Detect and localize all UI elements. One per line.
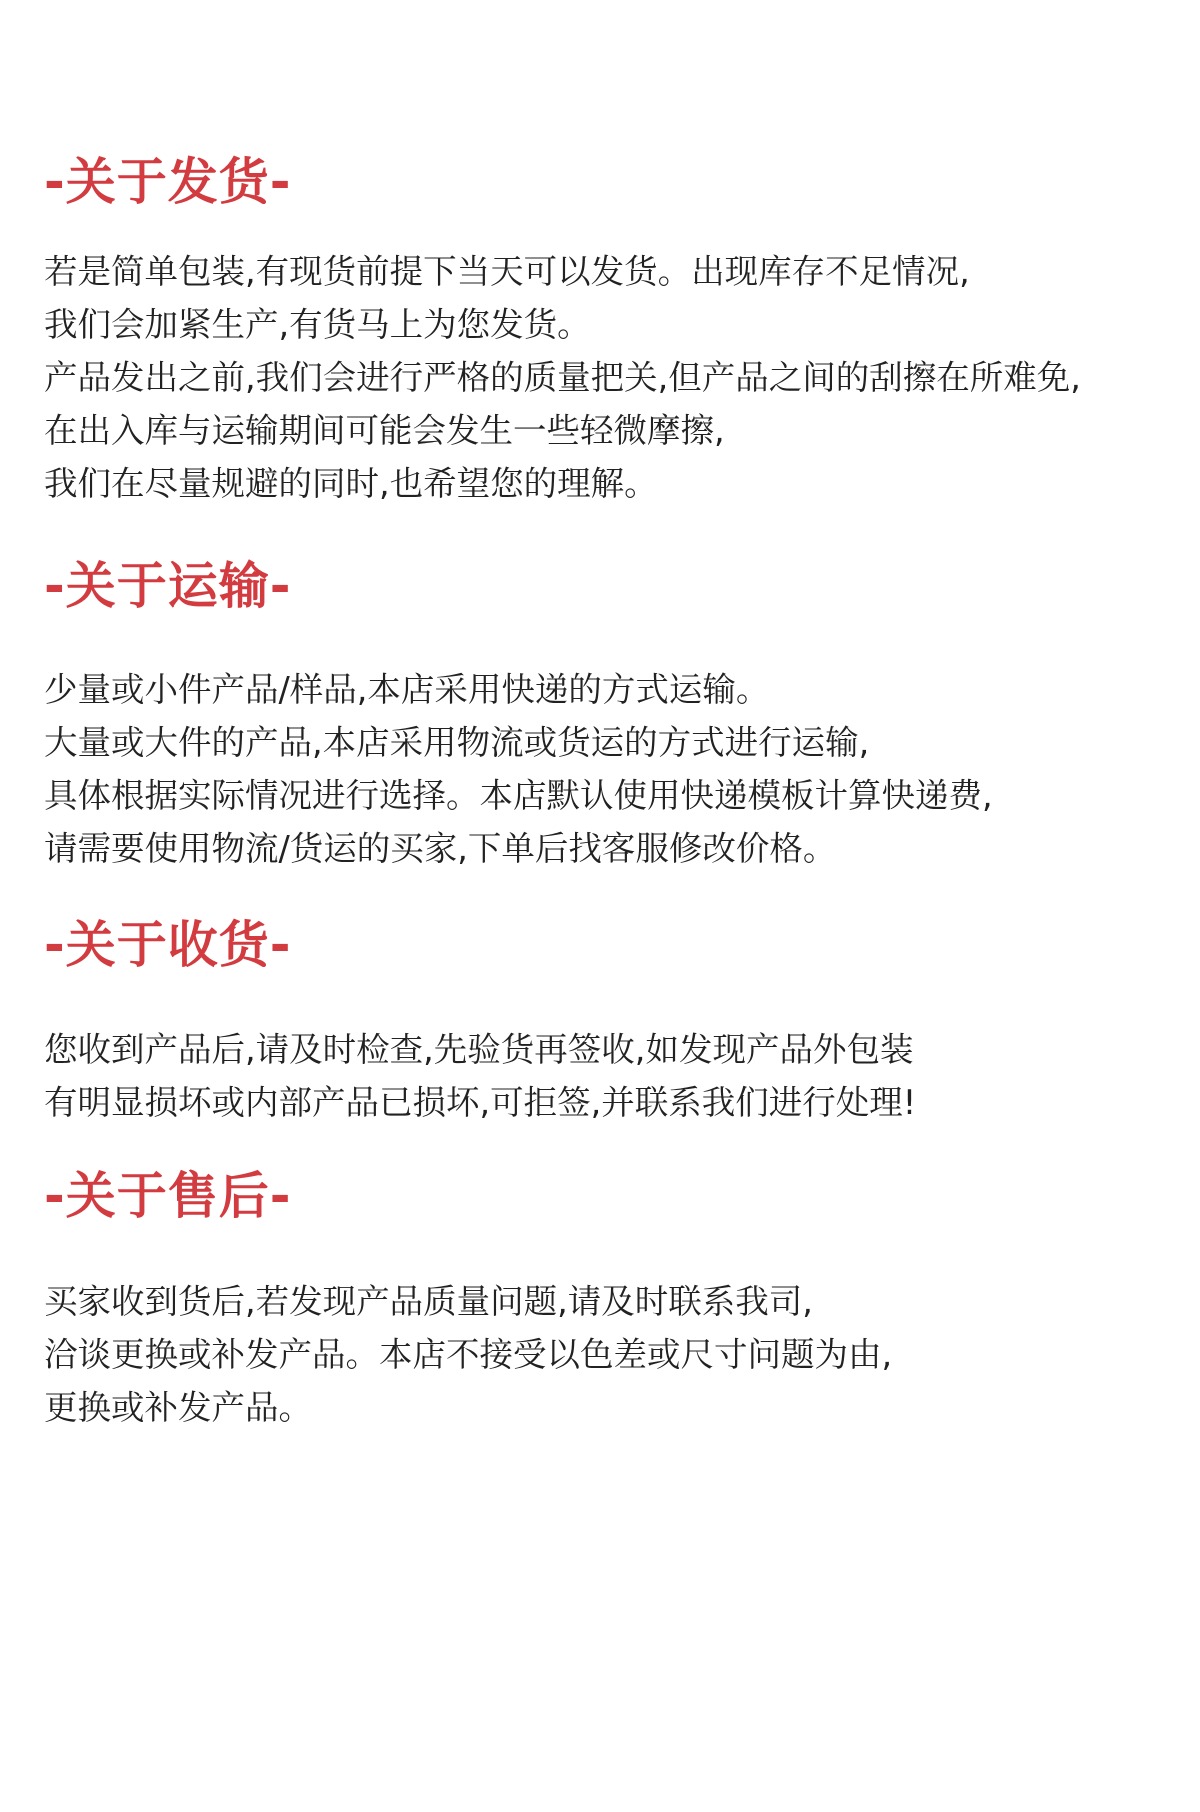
body-line: 我们会加紧生产,有货马上为您发货。 [44,305,591,344]
section-title-receiving: -关于收货- [44,916,292,974]
body-line: 我们在尽量规避的同时,也希望您的理解。 [44,464,658,503]
body-line: 有明显损坏或内部产品已损坏,可拒签,并联系我们进行处理! [44,1083,917,1122]
section-title-shipping: -关于发货- [44,153,292,211]
body-line: 更换或补发产品。 [44,1388,312,1427]
section-body-transport [44,663,1174,875]
body-line: 在出入库与运输期间可能会发生一些轻微摩擦, [44,411,725,450]
section-transport [44,556,1174,875]
section-shipping [44,152,1174,510]
body-line: 请需要使用物流/货运的买家,下单后找客服修改价格。 [44,829,837,868]
body-line: 洽谈更换或补发产品。本店不接受以色差或尺寸问题为由, [44,1335,893,1374]
section-aftersales [44,1166,1174,1434]
section-title-aftersales: -关于售后- [44,1167,292,1225]
section-receiving [44,915,1174,1129]
section-body-aftersales [44,1275,1174,1434]
body-line: 您收到产品后,请及时检查,先验货再签收,如发现产品外包装 [44,1030,914,1069]
body-line: 产品发出之前,我们会进行严格的质量把关,但产品之间的刮擦在所难免, [44,358,1081,397]
section-body-shipping [44,245,1174,510]
body-line: 少量或小件产品/样品,本店采用快递的方式运输。 [44,670,770,709]
body-line: 大量或大件的产品,本店采用物流或货运的方式进行运输, [44,723,870,762]
body-line: 若是简单包装,有现货前提下当天可以发货。出现库存不足情况, [44,252,970,291]
body-line: 具体根据实际情况进行选择。本店默认使用快递模板计算快递费, [44,776,993,815]
body-line: 买家收到货后,若发现产品质量问题,请及时联系我司, [44,1282,813,1321]
section-title-transport: -关于运输- [44,557,292,615]
section-body-receiving [44,1023,1174,1129]
